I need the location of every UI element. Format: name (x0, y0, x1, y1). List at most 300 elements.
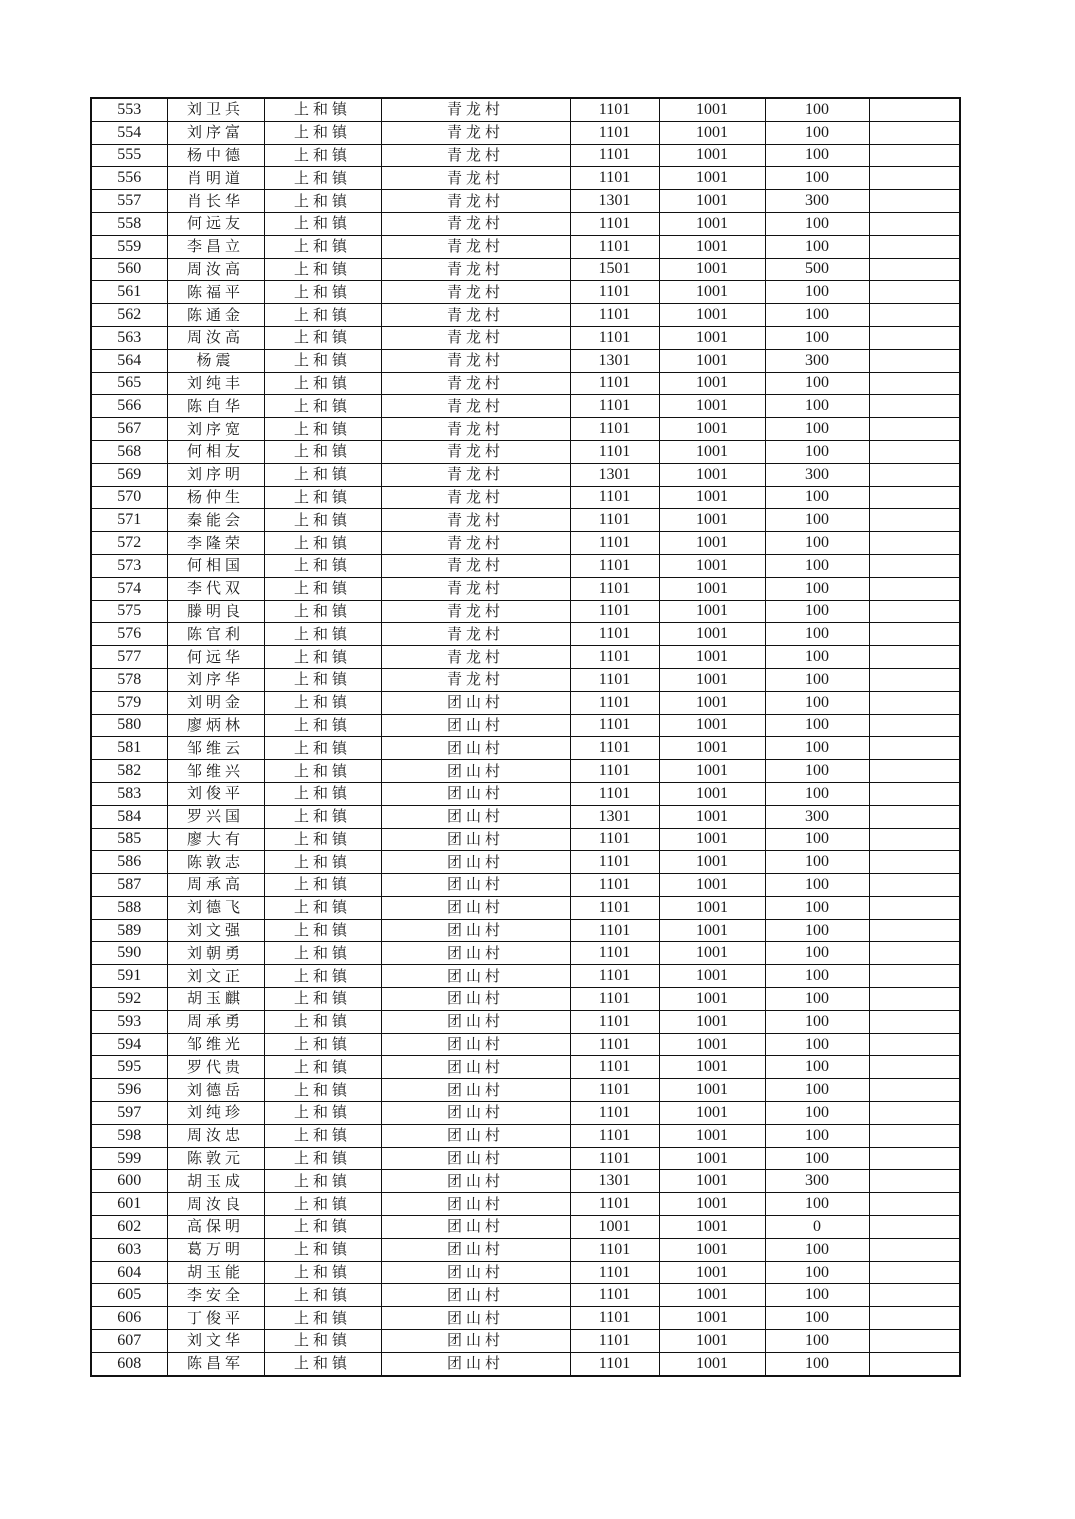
amount-cell: 100 (765, 942, 869, 965)
note-cell (869, 486, 960, 509)
code-b-cell: 1001 (659, 668, 765, 691)
table-row (91, 121, 960, 144)
table-row (91, 554, 960, 577)
name-cell: 高保明 (167, 1216, 264, 1239)
code-b-cell: 1001 (659, 372, 765, 395)
note-cell (869, 896, 960, 919)
code-b-cell: 1001 (659, 1102, 765, 1125)
table-row (91, 1124, 960, 1147)
code-b-cell: 1001 (659, 190, 765, 213)
name-cell: 秦能会 (167, 509, 264, 532)
table-row (91, 851, 960, 874)
note-cell (869, 1079, 960, 1102)
code-b-cell: 1001 (659, 144, 765, 167)
name-cell: 周汝高 (167, 326, 264, 349)
town-cell: 上和镇 (264, 144, 381, 167)
code-a-cell: 1101 (570, 691, 659, 714)
table-row (91, 1033, 960, 1056)
name-cell: 胡玉麒 (167, 988, 264, 1011)
note-cell (869, 1216, 960, 1239)
code-b-cell: 1001 (659, 258, 765, 281)
village-cell: 团山村 (381, 1330, 570, 1353)
code-a-cell: 1101 (570, 896, 659, 919)
town-cell: 上和镇 (264, 167, 381, 190)
village-cell: 青龙村 (381, 668, 570, 691)
village-cell: 青龙村 (381, 418, 570, 441)
code-b-cell: 1001 (659, 1147, 765, 1170)
code-b-cell: 1001 (659, 851, 765, 874)
town-cell: 上和镇 (264, 418, 381, 441)
row-number-cell: 566 (91, 395, 167, 418)
table-row (91, 1307, 960, 1330)
amount-cell: 100 (765, 1124, 869, 1147)
town-cell: 上和镇 (264, 554, 381, 577)
row-number-cell: 556 (91, 167, 167, 190)
town-cell: 上和镇 (264, 258, 381, 281)
name-cell: 何远华 (167, 646, 264, 669)
name-cell: 刘纯丰 (167, 372, 264, 395)
amount-cell: 100 (765, 486, 869, 509)
town-cell: 上和镇 (264, 212, 381, 235)
note-cell (869, 600, 960, 623)
name-cell: 陈敦志 (167, 851, 264, 874)
table-row (91, 486, 960, 509)
row-number-cell: 559 (91, 235, 167, 258)
amount-cell: 100 (765, 554, 869, 577)
row-number-cell: 601 (91, 1193, 167, 1216)
table-row (91, 167, 960, 190)
row-number-cell: 557 (91, 190, 167, 213)
village-cell: 青龙村 (381, 98, 570, 121)
note-cell (869, 349, 960, 372)
code-b-cell: 1001 (659, 1056, 765, 1079)
town-cell: 上和镇 (264, 1079, 381, 1102)
code-b-cell: 1001 (659, 577, 765, 600)
town-cell: 上和镇 (264, 828, 381, 851)
code-a-cell: 1101 (570, 577, 659, 600)
code-a-cell: 1101 (570, 828, 659, 851)
amount-cell: 100 (765, 1307, 869, 1330)
town-cell: 上和镇 (264, 965, 381, 988)
town-cell: 上和镇 (264, 1307, 381, 1330)
note-cell (869, 1352, 960, 1375)
amount-cell: 100 (765, 1193, 869, 1216)
village-cell: 青龙村 (381, 646, 570, 669)
code-a-cell: 1101 (570, 600, 659, 623)
note-cell (869, 372, 960, 395)
village-cell: 团山村 (381, 896, 570, 919)
note-cell (869, 463, 960, 486)
note-cell (869, 668, 960, 691)
village-cell: 青龙村 (381, 463, 570, 486)
table-row (91, 782, 960, 805)
code-a-cell: 1101 (570, 1307, 659, 1330)
amount-cell: 100 (765, 418, 869, 441)
table-row (91, 623, 960, 646)
code-a-cell: 1101 (570, 965, 659, 988)
note-cell (869, 532, 960, 555)
amount-cell: 100 (765, 668, 869, 691)
code-b-cell: 1001 (659, 600, 765, 623)
amount-cell: 100 (765, 988, 869, 1011)
code-a-cell: 1101 (570, 1193, 659, 1216)
table-row (91, 509, 960, 532)
code-a-cell: 1101 (570, 98, 659, 121)
code-a-cell: 1301 (570, 1170, 659, 1193)
row-number-cell: 599 (91, 1147, 167, 1170)
table-row (91, 1079, 960, 1102)
town-cell: 上和镇 (264, 919, 381, 942)
village-cell: 青龙村 (381, 304, 570, 327)
table-row (91, 190, 960, 213)
code-b-cell: 1001 (659, 235, 765, 258)
code-a-cell: 1101 (570, 418, 659, 441)
row-number-cell: 584 (91, 805, 167, 828)
name-cell: 杨震 (167, 349, 264, 372)
row-number-cell: 585 (91, 828, 167, 851)
name-cell: 肖明道 (167, 167, 264, 190)
note-cell (869, 395, 960, 418)
code-b-cell: 1001 (659, 349, 765, 372)
code-b-cell: 1001 (659, 326, 765, 349)
amount-cell: 100 (765, 1284, 869, 1307)
table-row (91, 395, 960, 418)
town-cell: 上和镇 (264, 600, 381, 623)
row-number-cell: 554 (91, 121, 167, 144)
village-cell: 团山村 (381, 1261, 570, 1284)
table-row (91, 942, 960, 965)
name-cell: 刘俊平 (167, 782, 264, 805)
code-b-cell: 1001 (659, 942, 765, 965)
name-cell: 滕明良 (167, 600, 264, 623)
name-cell: 陈敦元 (167, 1147, 264, 1170)
code-b-cell: 1001 (659, 440, 765, 463)
village-cell: 青龙村 (381, 121, 570, 144)
town-cell: 上和镇 (264, 623, 381, 646)
table-row (91, 304, 960, 327)
table-row (91, 418, 960, 441)
code-a-cell: 1101 (570, 532, 659, 555)
table-row (91, 874, 960, 897)
village-cell: 团山村 (381, 1056, 570, 1079)
name-cell: 罗兴国 (167, 805, 264, 828)
town-cell: 上和镇 (264, 372, 381, 395)
table-row (91, 1010, 960, 1033)
name-cell: 周汝良 (167, 1193, 264, 1216)
code-b-cell: 1001 (659, 532, 765, 555)
name-cell: 何远友 (167, 212, 264, 235)
name-cell: 李昌立 (167, 235, 264, 258)
amount-cell: 100 (765, 167, 869, 190)
row-number-cell: 586 (91, 851, 167, 874)
amount-cell: 100 (765, 326, 869, 349)
row-number-cell: 604 (91, 1261, 167, 1284)
code-a-cell: 1101 (570, 874, 659, 897)
village-cell: 青龙村 (381, 577, 570, 600)
name-cell: 刘朝勇 (167, 942, 264, 965)
row-number-cell: 598 (91, 1124, 167, 1147)
amount-cell: 100 (765, 965, 869, 988)
code-b-cell: 1001 (659, 1216, 765, 1239)
note-cell (869, 805, 960, 828)
row-number-cell: 561 (91, 281, 167, 304)
name-cell: 刘纯珍 (167, 1102, 264, 1125)
amount-cell: 100 (765, 1330, 869, 1353)
village-cell: 青龙村 (381, 395, 570, 418)
table-row (91, 760, 960, 783)
code-a-cell: 1101 (570, 737, 659, 760)
name-cell: 刘序富 (167, 121, 264, 144)
amount-cell: 100 (765, 1147, 869, 1170)
row-number-cell: 555 (91, 144, 167, 167)
row-number-cell: 564 (91, 349, 167, 372)
code-a-cell: 1301 (570, 349, 659, 372)
note-cell (869, 760, 960, 783)
row-number-cell: 595 (91, 1056, 167, 1079)
code-b-cell: 1001 (659, 623, 765, 646)
code-b-cell: 1001 (659, 1193, 765, 1216)
name-cell: 刘文正 (167, 965, 264, 988)
code-b-cell: 1001 (659, 1033, 765, 1056)
village-cell: 团山村 (381, 1124, 570, 1147)
row-number-cell: 571 (91, 509, 167, 532)
town-cell: 上和镇 (264, 737, 381, 760)
note-cell (869, 714, 960, 737)
note-cell (869, 737, 960, 760)
code-a-cell: 1101 (570, 212, 659, 235)
code-a-cell: 1101 (570, 668, 659, 691)
village-cell: 团山村 (381, 919, 570, 942)
town-cell: 上和镇 (264, 1330, 381, 1353)
town-cell: 上和镇 (264, 281, 381, 304)
note-cell (869, 281, 960, 304)
town-cell: 上和镇 (264, 509, 381, 532)
village-cell: 团山村 (381, 1033, 570, 1056)
town-cell: 上和镇 (264, 988, 381, 1011)
village-cell: 团山村 (381, 1238, 570, 1261)
row-number-cell: 580 (91, 714, 167, 737)
code-a-cell: 1101 (570, 760, 659, 783)
amount-cell: 100 (765, 1261, 869, 1284)
table-row (91, 1170, 960, 1193)
village-cell: 青龙村 (381, 235, 570, 258)
amount-cell: 100 (765, 874, 869, 897)
note-cell (869, 258, 960, 281)
code-b-cell: 1001 (659, 874, 765, 897)
code-b-cell: 1001 (659, 760, 765, 783)
note-cell (869, 190, 960, 213)
amount-cell: 100 (765, 646, 869, 669)
town-cell: 上和镇 (264, 942, 381, 965)
name-cell: 刘序明 (167, 463, 264, 486)
code-a-cell: 1101 (570, 304, 659, 327)
code-b-cell: 1001 (659, 486, 765, 509)
row-number-cell: 607 (91, 1330, 167, 1353)
table-row (91, 828, 960, 851)
amount-cell: 100 (765, 532, 869, 555)
town-cell: 上和镇 (264, 98, 381, 121)
village-cell: 团山村 (381, 988, 570, 1011)
code-a-cell: 1101 (570, 1033, 659, 1056)
code-a-cell: 1101 (570, 235, 659, 258)
note-cell (869, 828, 960, 851)
code-b-cell: 1001 (659, 1124, 765, 1147)
code-a-cell: 1101 (570, 1238, 659, 1261)
table-row (91, 1147, 960, 1170)
name-cell: 邹维兴 (167, 760, 264, 783)
amount-cell: 100 (765, 896, 869, 919)
code-b-cell: 1001 (659, 418, 765, 441)
row-number-cell: 603 (91, 1238, 167, 1261)
code-a-cell: 1101 (570, 1330, 659, 1353)
note-cell (869, 1124, 960, 1147)
code-b-cell: 1001 (659, 554, 765, 577)
table-row (91, 1330, 960, 1353)
note-cell (869, 623, 960, 646)
amount-cell: 100 (765, 372, 869, 395)
amount-cell: 100 (765, 395, 869, 418)
code-a-cell: 1101 (570, 919, 659, 942)
code-a-cell: 1001 (570, 1216, 659, 1239)
row-number-cell: 569 (91, 463, 167, 486)
name-cell: 胡玉成 (167, 1170, 264, 1193)
code-a-cell: 1101 (570, 988, 659, 1011)
code-b-cell: 1001 (659, 121, 765, 144)
town-cell: 上和镇 (264, 577, 381, 600)
name-cell: 陈自华 (167, 395, 264, 418)
code-b-cell: 1001 (659, 167, 765, 190)
town-cell: 上和镇 (264, 440, 381, 463)
code-b-cell: 1001 (659, 281, 765, 304)
table-row (91, 896, 960, 919)
amount-cell: 100 (765, 440, 869, 463)
note-cell (869, 440, 960, 463)
village-cell: 团山村 (381, 1352, 570, 1375)
code-b-cell: 1001 (659, 212, 765, 235)
table-row (91, 646, 960, 669)
amount-cell: 300 (765, 463, 869, 486)
name-cell: 周承勇 (167, 1010, 264, 1033)
village-cell: 青龙村 (381, 326, 570, 349)
name-cell: 李隆荣 (167, 532, 264, 555)
table-row (91, 1352, 960, 1375)
row-number-cell: 587 (91, 874, 167, 897)
village-cell: 团山村 (381, 805, 570, 828)
amount-cell: 100 (765, 1102, 869, 1125)
code-b-cell: 1001 (659, 965, 765, 988)
town-cell: 上和镇 (264, 874, 381, 897)
town-cell: 上和镇 (264, 1238, 381, 1261)
table-row (91, 281, 960, 304)
code-a-cell: 1301 (570, 190, 659, 213)
code-a-cell: 1301 (570, 805, 659, 828)
amount-cell: 100 (765, 509, 869, 532)
town-cell: 上和镇 (264, 714, 381, 737)
row-number-cell: 562 (91, 304, 167, 327)
town-cell: 上和镇 (264, 304, 381, 327)
row-number-cell: 597 (91, 1102, 167, 1125)
code-a-cell: 1101 (570, 623, 659, 646)
name-cell: 何相友 (167, 440, 264, 463)
note-cell (869, 1330, 960, 1353)
amount-cell: 100 (765, 144, 869, 167)
town-cell: 上和镇 (264, 1102, 381, 1125)
name-cell: 刘序华 (167, 668, 264, 691)
name-cell: 刘序宽 (167, 418, 264, 441)
amount-cell: 100 (765, 1033, 869, 1056)
note-cell (869, 418, 960, 441)
code-a-cell: 1101 (570, 509, 659, 532)
amount-cell: 100 (765, 304, 869, 327)
code-a-cell: 1101 (570, 144, 659, 167)
amount-cell: 0 (765, 1216, 869, 1239)
amount-cell: 100 (765, 737, 869, 760)
code-b-cell: 1001 (659, 1330, 765, 1353)
village-cell: 团山村 (381, 851, 570, 874)
code-b-cell: 1001 (659, 463, 765, 486)
town-cell: 上和镇 (264, 532, 381, 555)
note-cell (869, 1261, 960, 1284)
amount-cell: 100 (765, 1238, 869, 1261)
code-a-cell: 1101 (570, 167, 659, 190)
note-cell (869, 1056, 960, 1079)
code-b-cell: 1001 (659, 509, 765, 532)
town-cell: 上和镇 (264, 486, 381, 509)
code-b-cell: 1001 (659, 1079, 765, 1102)
town-cell: 上和镇 (264, 1010, 381, 1033)
town-cell: 上和镇 (264, 395, 381, 418)
code-a-cell: 1101 (570, 1079, 659, 1102)
row-number-cell: 578 (91, 668, 167, 691)
amount-cell: 100 (765, 1079, 869, 1102)
amount-cell: 100 (765, 828, 869, 851)
code-a-cell: 1101 (570, 326, 659, 349)
row-number-cell: 605 (91, 1284, 167, 1307)
village-cell: 团山村 (381, 760, 570, 783)
code-a-cell: 1501 (570, 258, 659, 281)
table-row (91, 1102, 960, 1125)
note-cell (869, 1238, 960, 1261)
table-row (91, 1284, 960, 1307)
amount-cell: 100 (765, 691, 869, 714)
code-b-cell: 1001 (659, 828, 765, 851)
town-cell: 上和镇 (264, 896, 381, 919)
name-cell: 陈官利 (167, 623, 264, 646)
code-a-cell: 1101 (570, 851, 659, 874)
table-row (91, 805, 960, 828)
code-b-cell: 1001 (659, 98, 765, 121)
village-cell: 团山村 (381, 737, 570, 760)
name-cell: 周承高 (167, 874, 264, 897)
code-b-cell: 1001 (659, 1307, 765, 1330)
town-cell: 上和镇 (264, 805, 381, 828)
note-cell (869, 509, 960, 532)
name-cell: 陈通金 (167, 304, 264, 327)
row-number-cell: 568 (91, 440, 167, 463)
row-number-cell: 591 (91, 965, 167, 988)
code-a-cell: 1101 (570, 1147, 659, 1170)
amount-cell: 100 (765, 1352, 869, 1375)
code-a-cell: 1101 (570, 1261, 659, 1284)
amount-cell: 100 (765, 212, 869, 235)
row-number-cell: 570 (91, 486, 167, 509)
row-number-cell: 588 (91, 896, 167, 919)
table-row (91, 577, 960, 600)
name-cell: 罗代贵 (167, 1056, 264, 1079)
town-cell: 上和镇 (264, 1033, 381, 1056)
town-cell: 上和镇 (264, 1261, 381, 1284)
village-cell: 团山村 (381, 691, 570, 714)
